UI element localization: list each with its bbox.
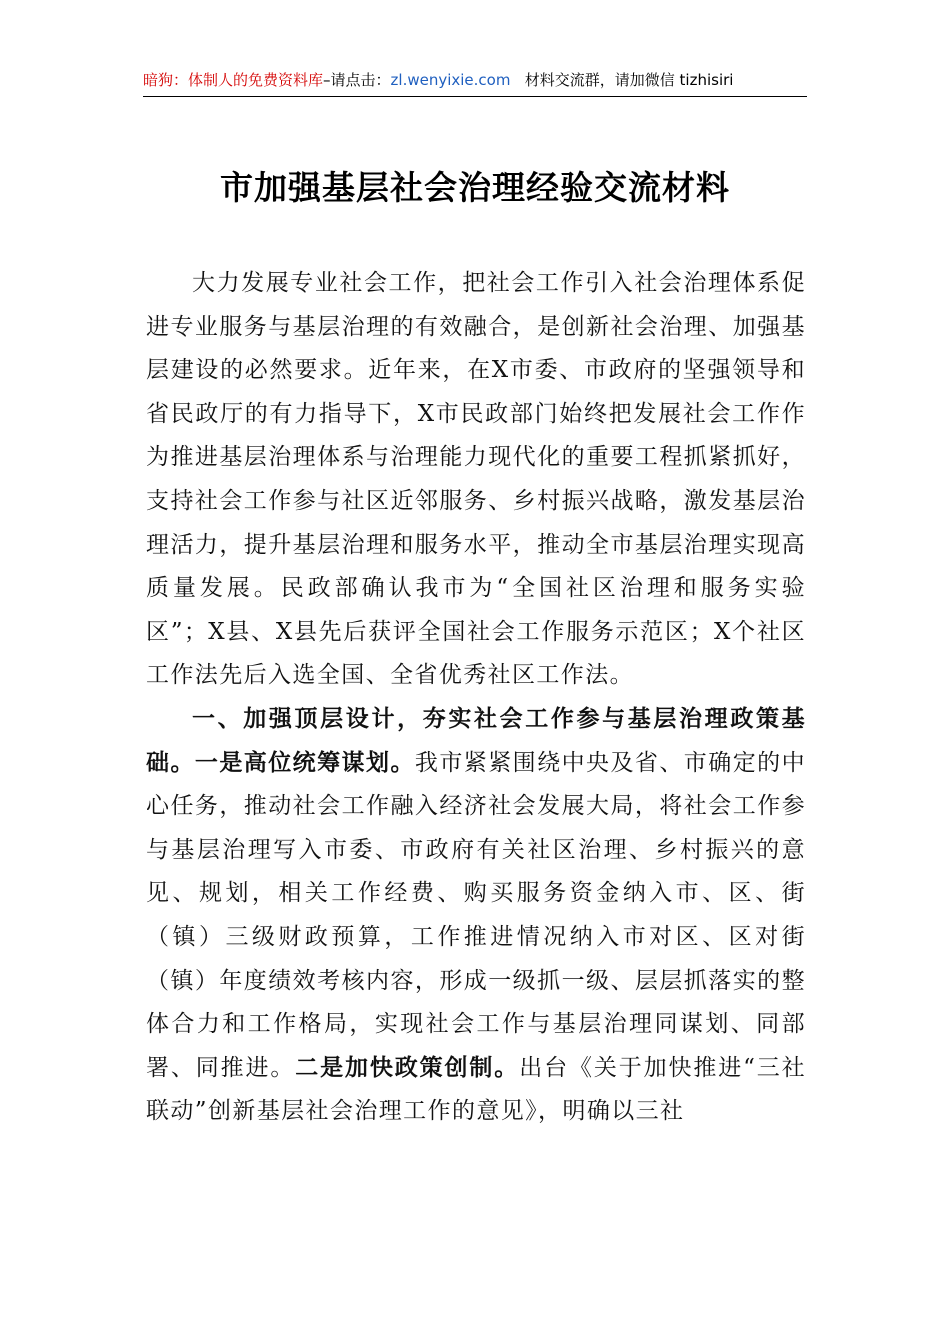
header-contact: 材料交流群，请加微信 tizhisiri: [524, 71, 734, 89]
point-1-text: 我市紧紧围绕中央及省、市确定的中心任务，推动社会工作融入经济社会发展大局，将社会工作参与基层治理写入市委、市政府有关社区治理、乡村振兴的意见、规划，相关工作经费、购买服务资金纳入市、区、街（镇）三级财政预算，工作推进情况纳入市对区、区对街（镇）年度绩效考核内容，形成一级抓一级、层层抓落实的整体合力和工作格局，实现社会工作与基层治理同谋划、同部署、同推进。: [146, 749, 806, 1081]
point-2-text: 出台《关于加快推进“三社联动”创新基层社会治理工作的意见》，明确以三社: [146, 1054, 807, 1125]
header-click-prefix: –请点击：: [323, 71, 391, 89]
intro-paragraph: 大力发展专业社会工作，把社会工作引入社会治理体系促进专业服务与基层治理的有效融合，是创新社会治理、加强基层建设的必然要求。近年来，在X市委、市政府的坚强领导和省民政厅的有力指导下，X市民政部门始终把发展社会工作作为推进基层治理体系与治理能力现代化的重要工程抓紧抓好，支持社会工作参与社区近邻服务、乡村振兴战略，激发基层治理活力，提升基层治理和服务水平，推动全市基层治理实现高质量发展。民政部确认我市为“全国社区治理和服务实验区”；X县、X县先后获评全国社会工作服务示范区；X个社区工作法先后入选全国、全省优秀社区工作法。: [146, 270, 806, 689]
header-brand: 暗狗：体制人的免费资料库: [143, 71, 324, 89]
page-header: [143, 70, 807, 90]
section-1-paragraph: [146, 698, 806, 1134]
header-divider: [143, 96, 807, 97]
document-title: 市加强基层社会治理经验交流材料: [220, 168, 730, 207]
section-1-heading: 一、加强顶层设计，夯实社会工作参与基层治理政策基础。: [146, 705, 806, 776]
point-1-heading: 一是高位统筹谋划。: [194, 749, 415, 776]
document-body: [146, 262, 806, 1134]
point-2-heading: 二是加快政策创制。: [295, 1054, 520, 1081]
header-link[interactable]: zl.wenyixie.com: [390, 71, 511, 89]
